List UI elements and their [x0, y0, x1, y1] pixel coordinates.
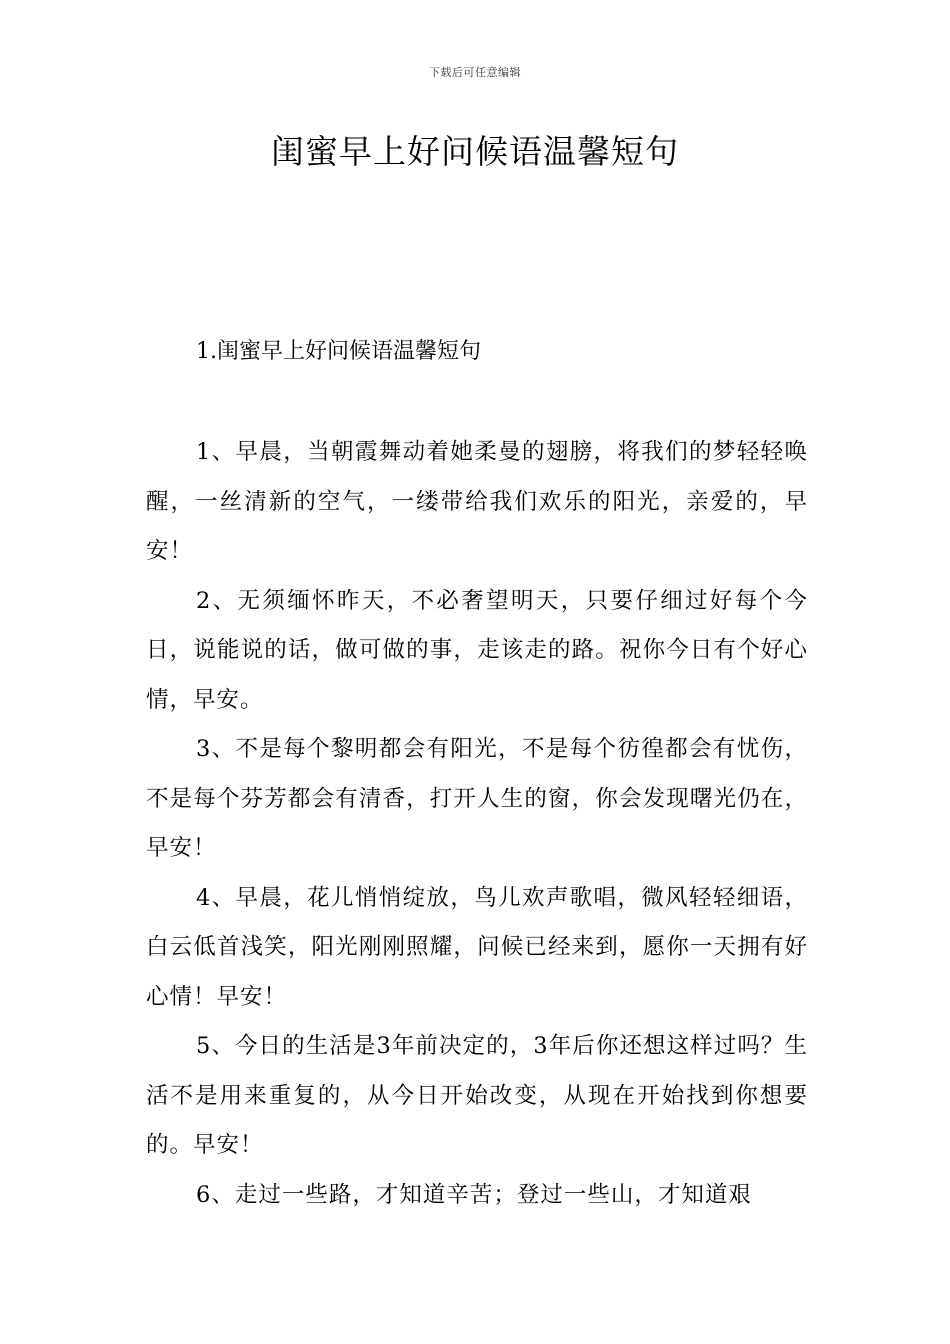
paragraph-5: 5、今日的生活是3年前决定的，3年后你还想这样过吗？生活不是用来重复的，从今日开始改变，从现在开始找到你想要的。早安！	[146, 1033, 808, 1158]
paragraph-2: 2、无须缅怀昨天，不必奢望明天，只要仔细过好每个今日，说能说的话，做可做的事，走该走的路。祝你今日有个好心情，早安。	[146, 587, 808, 713]
document-body	[146, 428, 808, 1220]
header-note: 下载后可任意编辑	[429, 66, 521, 79]
section-heading: 1.闺蜜早上好问候语温馨短句	[196, 339, 481, 364]
paragraph-3: 3、不是每个黎明都会有阳光，不是每个彷徨都会有忧伤，不是每个芬芳都会有清香，打开人生的窗，你会发现曙光仍在，早安！	[146, 736, 808, 861]
document-title: 闺蜜早上好问候语温馨短句	[271, 132, 679, 171]
paragraph-1: 1、早晨，当朝霞舞动着她柔曼的翅膀，将我们的梦轻轻唤醒，一丝清新的空气，一缕带给我们欢乐的阳光，亲爱的，早安！	[146, 439, 808, 564]
paragraph-4: 4、早晨，花儿悄悄绽放，鸟儿欢声歌唱，微风轻轻细语，白云低首浅笑，阳光刚刚照耀，问候已经来到，愿你一天拥有好心情！早安！	[146, 884, 808, 1010]
paragraph-6: 6、走过一些路，才知道辛苦；登过一些山，才知道艰	[196, 1181, 752, 1208]
